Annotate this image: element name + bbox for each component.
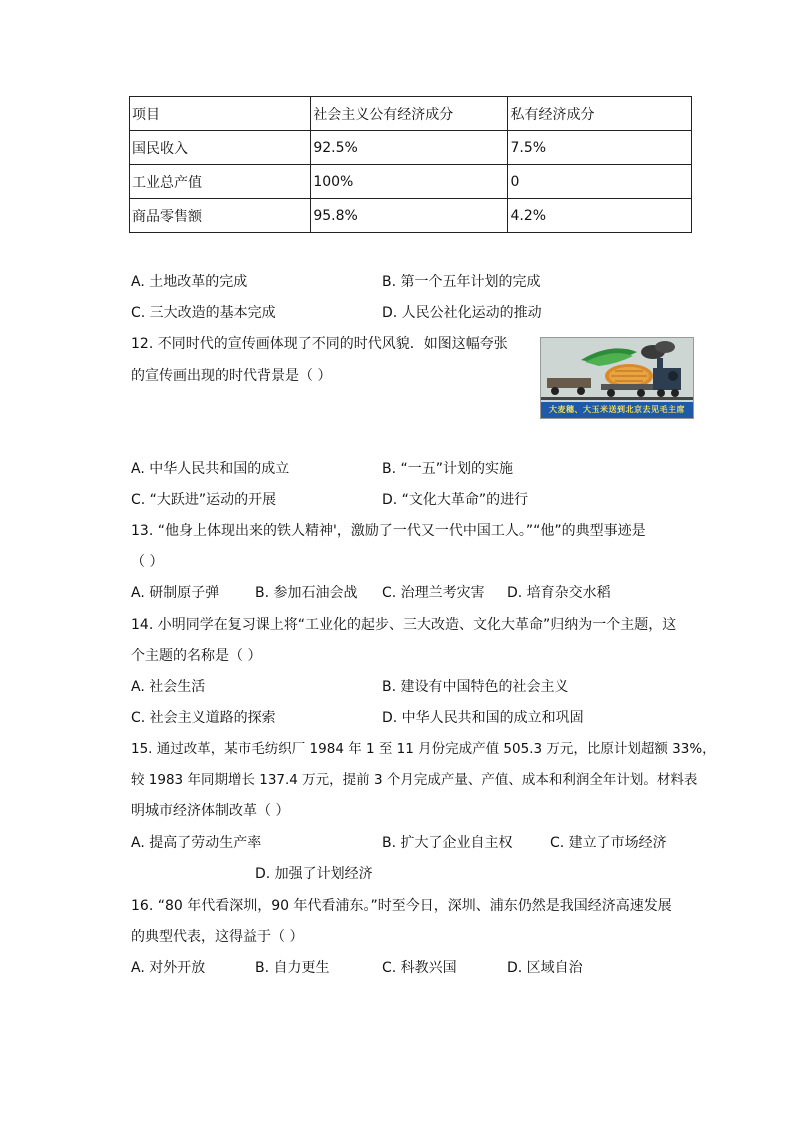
q15-option-b[interactable]: B. 扩大了企业自主权 bbox=[382, 835, 513, 851]
table-row bbox=[130, 199, 692, 233]
q12-option-d[interactable]: D. “文化大革命”的进行 bbox=[382, 492, 529, 508]
q12-stem-line2: 的宣传画出现的时代背景是（ ） bbox=[131, 368, 332, 384]
q12-option-b[interactable]: B. “一五”计划的实施 bbox=[382, 461, 514, 477]
q15-stem-line3: 明城市经济体制改革（ ） bbox=[131, 803, 290, 819]
q13-stem-line2: （ ） bbox=[131, 554, 164, 570]
q15-option-a[interactable]: A. 提高了劳动生产率 bbox=[131, 835, 262, 851]
table-cell: 95.8% bbox=[311, 199, 508, 233]
q13-stem-line1: 13. “他身上体现出来的铁人精神'，激励了一代又一代中国工人。”“他”的典型事迹是 bbox=[131, 523, 646, 539]
q12-option-c[interactable]: C. “大跃进”运动的开展 bbox=[131, 492, 277, 508]
table-cell: 4.2% bbox=[508, 199, 692, 233]
table-cell: 国民收入 bbox=[130, 131, 311, 165]
table-header-row bbox=[130, 97, 692, 131]
table-header-cell: 社会主义公有经济成分 bbox=[311, 97, 508, 131]
table-cell: 100% bbox=[311, 165, 508, 199]
q14-option-d[interactable]: D. 中华人民共和国的成立和巩固 bbox=[382, 710, 584, 726]
economy-composition-table bbox=[129, 96, 692, 233]
q11-option-a[interactable]: A. 土地改革的完成 bbox=[131, 274, 248, 290]
q16-option-d[interactable]: D. 区域自治 bbox=[507, 960, 583, 976]
table-row bbox=[130, 165, 692, 199]
table-cell: 7.5% bbox=[508, 131, 692, 165]
q14-option-a[interactable]: A. 社会生活 bbox=[131, 679, 206, 695]
q11-option-d[interactable]: D. 人民公社化运动的推动 bbox=[382, 305, 542, 321]
table-cell: 商品零售额 bbox=[130, 199, 311, 233]
q16-option-b[interactable]: B. 自力更生 bbox=[255, 960, 330, 976]
table-cell: 92.5% bbox=[311, 131, 508, 165]
q15-option-d[interactable]: D. 加强了计划经济 bbox=[255, 866, 373, 882]
poster-caption: 大麦穗、大玉米送到北京去见毛主席 bbox=[541, 402, 693, 418]
q11-option-c[interactable]: C. 三大改造的基本完成 bbox=[131, 305, 276, 321]
q15-option-c[interactable]: C. 建立了市场经济 bbox=[550, 835, 667, 851]
q11-option-b[interactable]: B. 第一个五年计划的完成 bbox=[382, 274, 541, 290]
q14-option-c[interactable]: C. 社会主义道路的探索 bbox=[131, 710, 276, 726]
table-row bbox=[130, 131, 692, 165]
q14-stem-line1: 14. 小明同学在复习课上将“工业化的起步、三大改造、文化大革命”归纳为一个主题，这 bbox=[131, 617, 677, 633]
table-header-cell: 私有经济成分 bbox=[508, 97, 692, 131]
q15-stem-line1: 15. 通过改革，某市毛纺织厂 1984 年 1 至 11 月份完成产值 505.3 万元，比原计划超额 33%， bbox=[131, 741, 716, 757]
q14-option-b[interactable]: B. 建设有中国特色的社会主义 bbox=[382, 679, 569, 695]
q12-stem-line1: 12. 不同时代的宣传画体现了不同的时代风貌．如图这幅夸张 bbox=[131, 336, 508, 352]
q12-option-a[interactable]: A. 中华人民共和国的成立 bbox=[131, 461, 290, 477]
q13-option-d[interactable]: D. 培育杂交水稻 bbox=[507, 585, 611, 601]
q13-option-b[interactable]: B. 参加石油会战 bbox=[255, 585, 358, 601]
q16-option-a[interactable]: A. 对外开放 bbox=[131, 960, 206, 976]
q13-option-c[interactable]: C. 治理兰考灾害 bbox=[382, 585, 485, 601]
q15-stem-line2: 较 1983 年同期增长 137.4 万元，提前 3 个月完成产量、产值、成本和利润全年计划。材料表 bbox=[131, 772, 698, 788]
propaganda-poster-image bbox=[540, 337, 694, 419]
q14-stem-line2: 个主题的名称是（ ） bbox=[131, 648, 262, 664]
table-header-cell: 项目 bbox=[130, 97, 311, 131]
table-cell: 0 bbox=[508, 165, 692, 199]
table-cell: 工业总产值 bbox=[130, 165, 311, 199]
q13-option-a[interactable]: A. 研制原子弹 bbox=[131, 585, 220, 601]
q16-stem-line1: 16. “80 年代看深圳，90 年代看浦东。”时至今日，深圳、浦东仍然是我国经济高速发展 bbox=[131, 898, 672, 914]
q16-option-c[interactable]: C. 科教兴国 bbox=[382, 960, 457, 976]
q16-stem-line2: 的典型代表，这得益于（ ） bbox=[131, 929, 304, 945]
